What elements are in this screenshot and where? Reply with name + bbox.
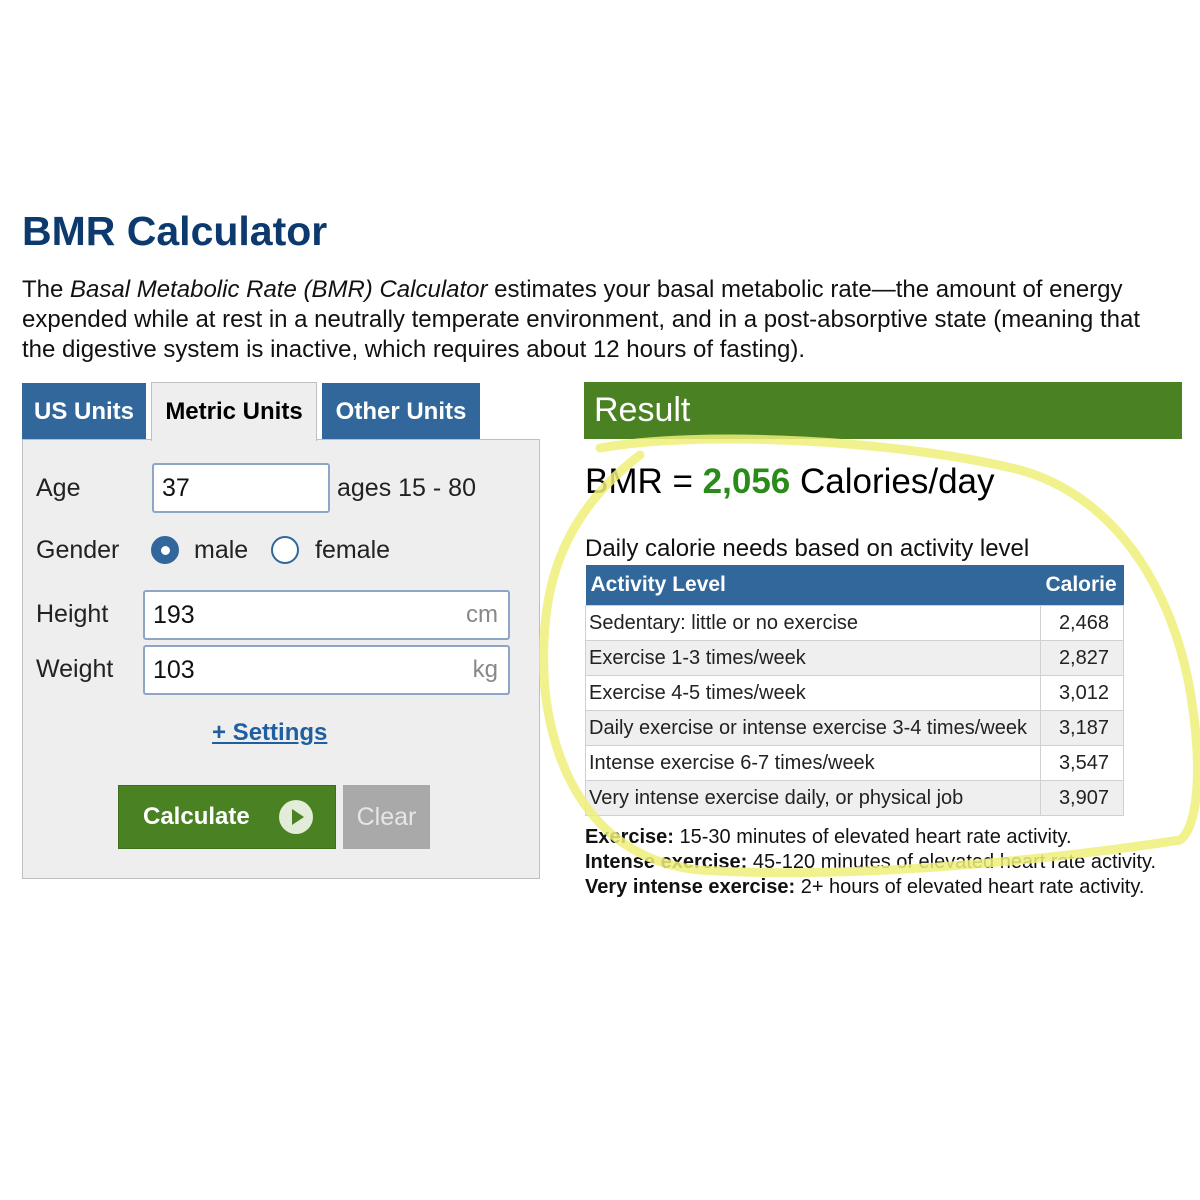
- exercise-note: [585, 826, 1072, 849]
- result-header: Result: [584, 382, 1182, 439]
- calorie-needs-label: Daily calorie needs based on activity level: [585, 535, 1030, 562]
- bmr-unit: Calories/day: [790, 462, 995, 501]
- note-term: Very intense exercise:: [585, 876, 796, 898]
- gender-female-radio[interactable]: [271, 536, 299, 564]
- table-row: [586, 746, 1124, 781]
- activity-level-header: Activity Level: [586, 565, 1041, 606]
- activity-level-cell: Intense exercise 6-7 times/week: [586, 746, 1041, 781]
- play-arrow-icon: [279, 800, 313, 834]
- note-term: Intense exercise:: [585, 851, 748, 873]
- weight-unit: kg: [472, 656, 498, 683]
- intro-emphasis: Basal Metabolic Rate (BMR) Calculator: [70, 276, 488, 303]
- age-input[interactable]: [152, 463, 330, 513]
- table-row: [586, 606, 1124, 641]
- calculate-button[interactable]: [118, 785, 336, 849]
- tab-us-units[interactable]: US Units: [22, 383, 146, 440]
- tab-metric-units[interactable]: Metric Units: [151, 382, 317, 441]
- activity-level-cell: Exercise 4-5 times/week: [586, 676, 1041, 711]
- height-label: Height: [36, 600, 109, 628]
- gender-male-radio[interactable]: [151, 536, 179, 564]
- note-text: 2+ hours of elevated heart rate activity.: [795, 876, 1145, 898]
- intro-text-end: estimates your basal metabolic rate—the amount of energy expended while at rest in a neutrally temperate environment, and in a post-absorptive state (meaning that the digestive system is inactive, which requires about 12 hours of fasting).: [22, 276, 1140, 363]
- table-row: [586, 711, 1124, 746]
- calorie-cell: 3,012: [1040, 676, 1123, 711]
- table-header-row: [586, 565, 1124, 606]
- settings-link[interactable]: + Settings: [212, 719, 328, 746]
- note-text: 45-120 minutes of elevated heart rate activity.: [747, 851, 1157, 873]
- age-label: Age: [36, 474, 81, 502]
- weight-label: Weight: [36, 655, 114, 683]
- tab-other-units[interactable]: Other Units: [322, 383, 480, 440]
- height-unit: cm: [466, 601, 498, 628]
- intro-text-start: The: [22, 276, 71, 303]
- calculate-label: Calculate: [143, 803, 250, 830]
- calorie-cell: 3,547: [1040, 746, 1123, 781]
- bmr-result: [585, 462, 995, 502]
- note-text: 15-30 minutes of elevated heart rate activity.: [673, 826, 1072, 848]
- note-term: Exercise:: [585, 826, 674, 848]
- table-row: [586, 641, 1124, 676]
- calorie-cell: 2,468: [1040, 606, 1123, 641]
- calorie-cell: 3,907: [1040, 781, 1123, 816]
- age-value: 37: [162, 473, 190, 502]
- activity-level-cell: Sedentary: little or no exercise: [586, 606, 1041, 641]
- activity-level-cell: Daily exercise or intense exercise 3-4 times/week: [586, 711, 1041, 746]
- very-intense-exercise-note: [585, 876, 1144, 899]
- bmr-value: 2,056: [702, 462, 791, 501]
- calorie-cell: 3,187: [1040, 711, 1123, 746]
- page-title: BMR Calculator: [22, 208, 328, 254]
- calorie-header: Calorie: [1040, 565, 1123, 606]
- gender-female-label[interactable]: female: [315, 536, 391, 564]
- age-range-hint: ages 15 - 80: [337, 474, 476, 502]
- bmr-prefix: BMR =: [585, 462, 703, 501]
- activity-calorie-table: [585, 565, 1124, 816]
- gender-male-label[interactable]: male: [194, 536, 249, 564]
- table-row: [586, 676, 1124, 711]
- clear-button[interactable]: Clear: [343, 785, 430, 849]
- height-value: 193: [153, 600, 195, 629]
- gender-label: Gender: [36, 536, 120, 564]
- activity-level-cell: Exercise 1-3 times/week: [586, 641, 1041, 676]
- weight-input[interactable]: [143, 645, 510, 695]
- height-input[interactable]: [143, 590, 510, 640]
- calorie-cell: 2,827: [1040, 641, 1123, 676]
- weight-value: 103: [153, 655, 195, 684]
- table-row: [586, 781, 1124, 816]
- activity-level-cell: Very intense exercise daily, or physical job: [586, 781, 1041, 816]
- intro-paragraph: [22, 275, 1172, 365]
- intense-exercise-note: [585, 851, 1156, 874]
